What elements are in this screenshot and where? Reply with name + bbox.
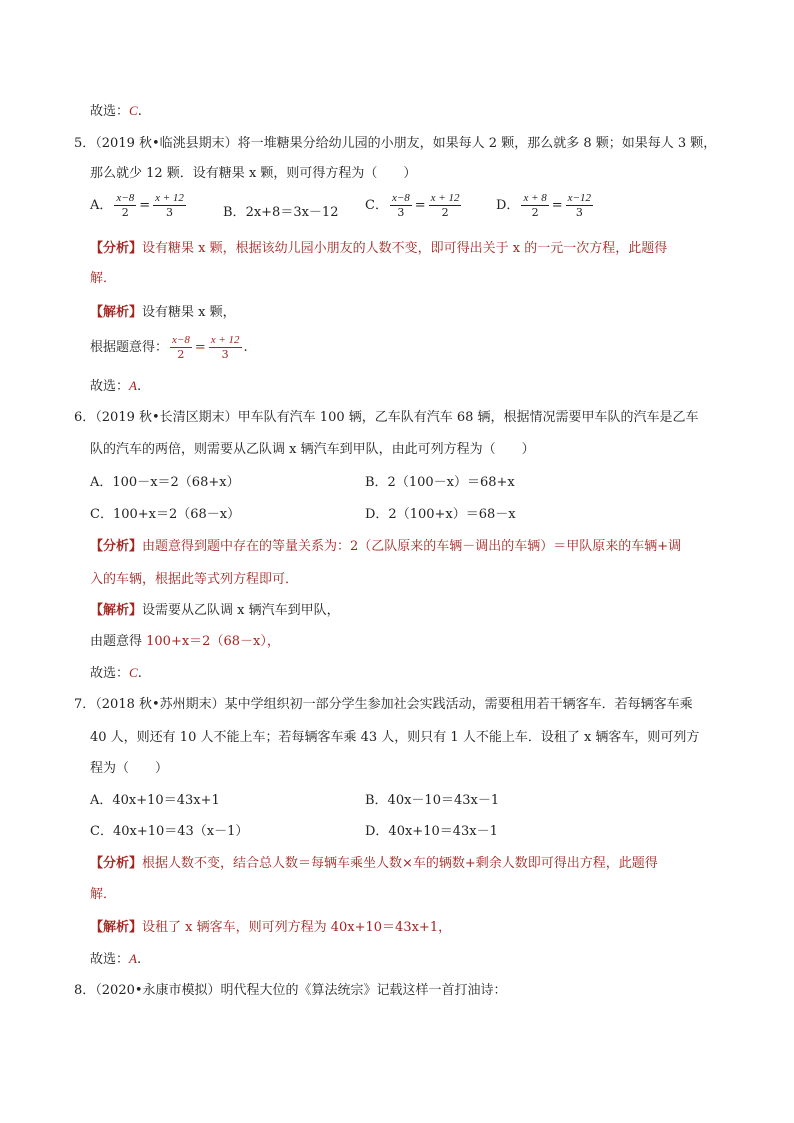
denominator: 3: [221, 348, 229, 361]
option-label: D．: [496, 198, 520, 213]
q6-analysis-line2: 入的车辆，根据此等式列方程即可．: [90, 572, 299, 587]
numerator: x + 12: [155, 192, 184, 204]
q7-number: 7．: [74, 697, 96, 712]
solution-text: 设有糖果 x 颗，: [142, 305, 236, 320]
q5-analysis-line2: 解．: [90, 271, 117, 286]
q6-option-a: A．100－x＝2（68+x）: [90, 475, 240, 490]
solution-text: 设需要从乙队调 x 辆汽车到甲队，: [142, 603, 340, 618]
solution-equation: 40x+10＝43x+1，: [330, 920, 452, 935]
choose-answer: A: [129, 951, 137, 966]
q7-stem-line1: [74, 696, 693, 714]
analysis-text: 根据人数不变，结合总人数＝每辆车乘坐人数×车的辆数+剩余人数即可得出方程，此题得: [142, 856, 658, 871]
denominator: 3: [575, 206, 583, 219]
analysis-tag: 【分析】: [90, 539, 143, 554]
solution-tag: 【解析】: [90, 920, 143, 935]
q5-solution-line2: [90, 334, 248, 361]
q6-stem-line2: 队的汽车的两倍，则需要从乙队调 x 辆汽车到甲队，由此可列方程为（ ）: [90, 442, 535, 457]
q6-option-d: D．2（100+x）＝68－x: [365, 507, 516, 522]
q6-number: 6．: [74, 410, 96, 425]
fraction: [429, 192, 462, 219]
denominator: 3: [397, 206, 405, 219]
choose-suffix: .: [137, 104, 142, 119]
denominator: 2: [177, 348, 185, 361]
option-text: 2x+8＝3x－12: [245, 205, 339, 220]
numerator: x + 8: [523, 192, 547, 204]
fraction: [390, 192, 412, 219]
q7-stem-line2: 40 人，则还有 10 人不能上车；若每辆客车乘 43 人，则只有 1 人不能上车．设租了 x 辆客车，则可列方: [90, 730, 700, 745]
q6-choose-line: [90, 664, 142, 683]
q6-solution-line2: [90, 633, 280, 651]
solution-text: 设租了 x 辆客车，则可列方程为: [142, 920, 331, 935]
fraction: [521, 192, 548, 219]
numerator: x−12: [567, 192, 591, 204]
q5-choose-line: [90, 377, 141, 396]
equals-sign: =: [139, 197, 151, 213]
q5-option-a: [90, 192, 188, 219]
denominator: 3: [166, 206, 174, 219]
q5-option-b: [223, 204, 338, 222]
q5-stem-line2: 那么就少 12 颗．设有糖果 x 颗，则可得方程为（ ）: [90, 166, 417, 181]
numerator: x + 12: [210, 334, 240, 346]
q8-number: 8．: [74, 983, 96, 998]
numerator: x + 12: [430, 192, 460, 204]
q5-stem-line1: [74, 135, 716, 153]
choose-prefix: 故选：: [90, 666, 130, 681]
q7-option-c: C．40x+10＝43（x－1）: [90, 824, 249, 839]
q4-choose-line: [90, 102, 142, 121]
q6-option-b: B．2（100－x）＝68+x: [365, 475, 515, 490]
choose-prefix: 故选：: [90, 379, 130, 394]
solution-tag: 【解析】: [90, 305, 143, 320]
analysis-text: 由题意得到题中存在的等量关系为：2（乙队原来的车辆－调出的车辆）＝甲队原来的车辆+调: [142, 539, 682, 554]
option-label: B．: [223, 205, 246, 220]
q6-option-c: C．100+x＝2（68－x）: [90, 507, 241, 522]
fraction: [566, 192, 593, 219]
numerator: x−8: [116, 192, 135, 204]
numerator: x−8: [172, 334, 190, 346]
solution-equation: 100+x＝2（68－x），: [146, 634, 280, 649]
equals-sign: =: [414, 197, 426, 213]
q5-option-d: [496, 192, 595, 219]
q7-option-b: B．40x－10＝43x－1: [365, 793, 500, 808]
choose-answer: C: [129, 103, 138, 118]
q7-option-a: A．40x+10＝43x+1: [90, 793, 220, 808]
fraction: [114, 192, 136, 219]
choose-prefix: 故选：: [90, 104, 130, 119]
q7-option-d: D．40x+10＝43x－1: [365, 824, 498, 839]
fraction: [153, 192, 186, 219]
choose-answer: A: [129, 378, 137, 393]
equals-sign: =: [194, 339, 206, 355]
q6-stem-line1: [74, 409, 699, 427]
q7-choose-line: [90, 950, 141, 969]
solution-tag: 【解析】: [90, 603, 143, 618]
option-label: A．: [90, 198, 113, 213]
q7-solution-line1: [90, 919, 451, 937]
q5-text-line1: （2019 秋•临洮县期末）将一堆糖果分给幼儿园的小朋友，如果每人 2 颗，那么就多 8 颗；如果每人 3 颗，: [95, 136, 717, 151]
denominator: 2: [531, 206, 539, 219]
choose-suffix: .: [137, 666, 142, 681]
q5-number: 5．: [74, 136, 96, 151]
option-label: C．: [365, 198, 388, 213]
denominator: 2: [441, 206, 449, 219]
fraction: [209, 334, 242, 361]
q7-analysis-line2: 解．: [90, 887, 117, 902]
choose-suffix: .: [136, 952, 142, 967]
q8-text-line1: （2020•永康市模拟）明代程大位的《算法统宗》记载这样一首打油诗：: [95, 983, 507, 998]
q6-analysis-line1: [90, 538, 681, 556]
choose-prefix: 故选：: [90, 952, 130, 967]
sentence-end: .: [243, 340, 248, 355]
solution-prefix: 根据题意得：: [90, 340, 169, 355]
analysis-tag: 【分析】: [90, 856, 143, 871]
q8-stem-line1: [74, 982, 507, 1000]
q5-option-c: [365, 192, 463, 219]
choose-answer: C: [129, 665, 138, 680]
q7-analysis-line1: [90, 855, 658, 873]
q5-solution-line1: [90, 304, 236, 322]
analysis-text: 设有糖果 x 颗，根据该幼儿园小朋友的人数不变，即可得出关于 x 的一元一次方程，此题得: [142, 241, 668, 256]
numerator: x−8: [391, 192, 410, 204]
denominator: 2: [121, 206, 129, 219]
q7-stem-line3: 程为（ ）: [90, 761, 169, 776]
analysis-tag: 【分析】: [90, 241, 143, 256]
q6-text-line1: （2019 秋•长清区期末）甲车队有汽车 100 辆，乙车队有汽车 68 辆，根据情况需要甲车队的汽车是乙车: [95, 410, 699, 425]
equals-sign: =: [551, 197, 563, 213]
fraction: [170, 334, 192, 361]
q7-text-line1: （2018 秋•苏州期末）某中学组织初一部分学生参加社会实践活动，需要租用若干辆客车．若每辆客车乘: [95, 697, 693, 712]
solution-prefix: 由题意得: [90, 634, 147, 649]
q6-solution-line1: [90, 602, 340, 620]
choose-suffix: .: [136, 379, 142, 394]
q5-analysis-line1: [90, 240, 667, 258]
